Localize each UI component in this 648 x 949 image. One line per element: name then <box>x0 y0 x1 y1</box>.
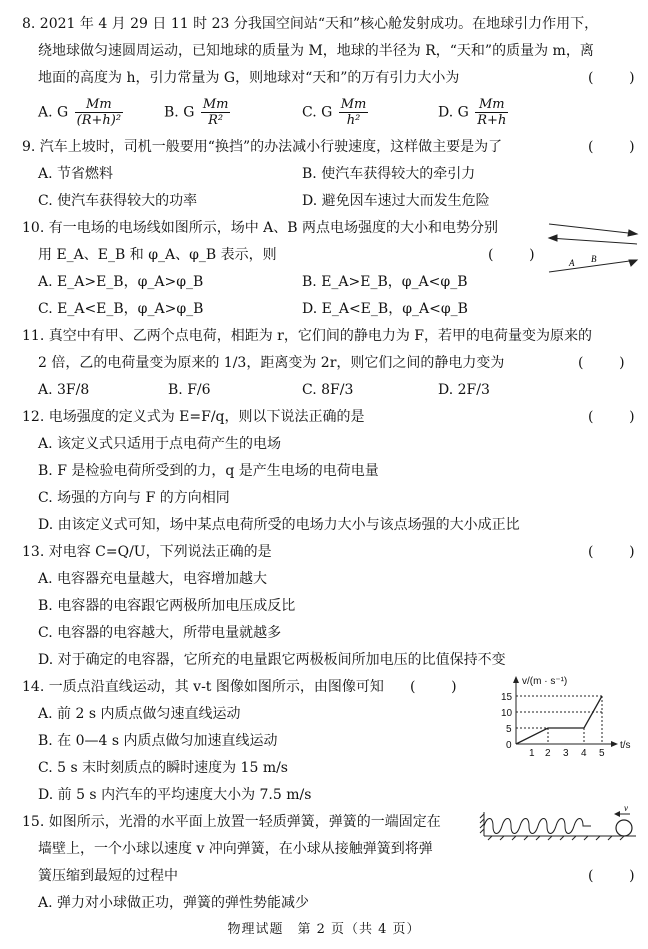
field-line-1 <box>549 224 637 234</box>
q12-option-a: A. 该定义式只适用于点电荷产生的电场 <box>38 436 282 452</box>
q8-option-c: C. G $\frac{Mm}{\text{h²}}$ <box>302 97 367 128</box>
q13-answer-paren: ( ) <box>588 544 635 560</box>
x-tick-5: 5 <box>599 748 605 759</box>
field-line-3-arrow <box>629 260 637 266</box>
q13-option-b: B. 电容器的电容跟它两极所加电压成反比 <box>38 598 296 614</box>
q11-option-d: D. 2F/3 <box>438 382 490 398</box>
q10-line2: 用 E_A、E_B 和 φ_A、φ_B 表示，则 <box>38 247 277 263</box>
q14-answer-paren: ( ) <box>410 679 457 695</box>
x-tick-4: 4 <box>581 748 587 759</box>
y-tick-15: 15 <box>501 692 513 703</box>
vt-graph-line <box>516 696 602 744</box>
q12-option-b: B. F 是检验电荷所受到的力，q 是产生电场的电荷电量 <box>38 463 379 479</box>
q10-option-a: A. E_A>E_B，φ_A>φ_B <box>38 274 204 290</box>
velocity-arrow-head <box>614 811 620 817</box>
q10-option-d: D. E_A<E_B，φ_A<φ_B <box>302 301 468 317</box>
q10-option-c: C. E_A<E_B，φ_A>φ_B <box>38 301 204 317</box>
q8-option-b: B. G $\frac{Mm}{\text{R²}}$ <box>164 97 229 128</box>
q9-option-c: C. 使汽车获得较大的功率 <box>38 193 198 209</box>
q11-line2: 2 倍，乙的电荷量变为原来的 1/3，距离变为 2r，则它们之间的静电力变为 <box>38 355 505 371</box>
q12-stem: 12. 电场强度的定义式为 E=F/q，则以下说法正确的是 <box>22 409 365 425</box>
q14-stem: 14. 一质点沿直线运动，其 v-t 图像如图所示，由图像可知 <box>22 679 384 695</box>
field-line-2 <box>549 238 637 244</box>
velocity-time-graph <box>490 670 640 780</box>
field-line-2-arrow <box>549 235 557 241</box>
q9-option-b: B. 使汽车获得较大的牵引力 <box>302 166 476 182</box>
v-axis-arrow <box>513 676 519 683</box>
y-tick-10: 10 <box>501 708 513 719</box>
x-tick-3: 3 <box>563 748 569 759</box>
wall-hatching <box>480 814 484 833</box>
q11-option-a: A. 3F/8 <box>38 382 90 398</box>
electric-field-lines-figure <box>545 216 641 282</box>
q11-option-b: B. F/6 <box>168 382 211 398</box>
point-a-label: A <box>569 258 575 268</box>
q12-option-d: D. 由该定义式可知，场中某点电荷所受的电场力大小与该点场强的大小成正比 <box>38 517 520 533</box>
q8-option-c-fraction: $\frac{Mm}{\text{h²}}$ <box>340 97 367 128</box>
q9-stem: 9. 汽车上坡时，司机一般要用“换挡”的办法减小行驶速度，这样做主要是为了 <box>22 139 503 155</box>
q11-option-c: C. 8F/3 <box>302 382 354 398</box>
q8-option-d: D. G $\frac{Mm}{R+h}$ <box>438 97 507 128</box>
spring <box>484 819 591 834</box>
q15-line2: 墙壁上，一个小球以速度 v 冲向弹簧，在小球从接触弹簧到将弹 <box>38 841 433 857</box>
q9-option-d: D. 避免因车速过大而发生危险 <box>302 193 490 209</box>
q14-option-c: C. 5 s 末时刻质点的瞬时速度为 15 m/s <box>38 760 288 776</box>
ball <box>616 820 632 836</box>
q14-option-a: A. 前 2 s 内质点做匀速直线运动 <box>38 706 241 722</box>
q9-answer-paren: ( ) <box>588 139 635 155</box>
x-tick-2: 2 <box>545 748 551 759</box>
q15-option-a: A. 弹力对小球做正功，弹簧的弹性势能减少 <box>38 895 310 911</box>
page-footer: 物理试题 第 2 页（共 4 页） <box>227 922 421 937</box>
x-tick-1: 1 <box>529 748 535 759</box>
q8-line3: 地面的高度为 h，引力常量为 G，则地球对“天和”的万有引力大小为 <box>38 70 460 86</box>
q15-line1: 15. 如图所示，光滑的水平面上放置一轻质弹簧，弹簧的一端固定在 <box>22 814 441 830</box>
q13-stem: 13. 对电容 C=Q/U，下列说法正确的是 <box>22 544 272 560</box>
q12-answer-paren: ( ) <box>588 409 635 425</box>
q15-answer-paren: ( ) <box>588 868 635 884</box>
q14-option-d: D. 前 5 s 内汽车的平均速度大小为 7.5 m/s <box>38 787 312 803</box>
velocity-label: v <box>624 804 628 813</box>
spring-ball-figure <box>478 804 640 844</box>
q13-option-c: C. 电容器的电容越大，所带电量就越多 <box>38 625 282 641</box>
q9-option-a: A. 节省燃料 <box>38 166 114 182</box>
field-line-1-arrow <box>628 230 637 236</box>
t-axis-label: t/s <box>620 740 631 751</box>
q8-answer-paren: ( ) <box>588 70 635 86</box>
q10-line1: 10. 有一电场的电场线如图所示，场中 A、B 两点电场强度的大小和电势分别 <box>22 220 499 236</box>
v-axis-label: v/(m · s⁻¹) <box>522 676 568 687</box>
q8-option-b-fraction: $\frac{Mm}{\text{R²}}$ <box>202 97 229 128</box>
q13-option-d: D. 对于确定的电容器，它所充的电量跟它两极板间所加电压的比值保持不变 <box>38 652 506 668</box>
q8-line1: 8. 2021 年 4 月 29 日 11 时 23 分我国空间站“天和”核心舱发射成功。在地球引力作用下， <box>22 16 599 32</box>
q8-option-a-fraction: $\frac{Mm}{\text{(R+h)²}}$ <box>76 97 122 128</box>
q15-line3: 簧压缩到最短的过程中 <box>38 868 178 884</box>
q12-option-c: C. 场强的方向与 F 的方向相同 <box>38 490 230 506</box>
q13-option-a: A. 电容器充电量越大，电容增加越大 <box>38 571 268 587</box>
y-tick-0: 0 <box>506 740 512 751</box>
q14-option-b: B. 在 0—4 s 内质点做匀加速直线运动 <box>38 733 278 749</box>
q11-line1: 11. 真空中有甲、乙两个点电荷，相距为 r，它们间的静电力为 F，若甲的电荷量变为原来的 <box>22 328 593 344</box>
q10-option-b: B. E_A>E_B，φ_A<φ_B <box>302 274 468 290</box>
q8-line2: 绕地球做匀速圆周运动，已知地球的质量为 M，地球的半径为 R，“天和”的质量为 m，离 <box>38 43 594 59</box>
q8-option-d-fraction: $\frac{Mm}{R+h}$ <box>477 97 507 128</box>
y-tick-5: 5 <box>506 724 512 735</box>
q8-option-a: A. G $\frac{Mm}{\text{(R+h)²}}$ <box>38 97 122 128</box>
ground-hatching <box>488 836 624 840</box>
point-b-label: B <box>591 254 597 264</box>
t-axis-arrow <box>611 741 618 747</box>
q11-answer-paren: ( ) <box>578 355 625 371</box>
q10-answer-paren: ( ) <box>488 247 535 263</box>
